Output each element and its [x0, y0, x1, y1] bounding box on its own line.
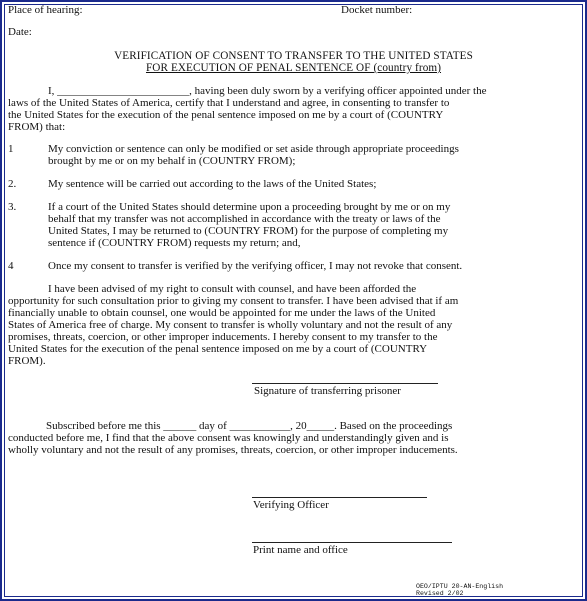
intro-line-4: FROM) that: — [8, 121, 66, 133]
prisoner-signature-line[interactable] — [252, 383, 438, 384]
docket-number-label: Docket number: — [341, 4, 413, 16]
form-number: OEO/IPTU 20-AN-English — [416, 583, 504, 590]
document-title-line1: VERIFICATION OF CONSENT TO TRANSFER TO THE UNITED STATES — [114, 50, 473, 62]
intro-line-3: the United States for the execution of the penal sentence imposed on me by a court of (COUNTRY — [8, 109, 444, 121]
item-4-number: 4 — [8, 260, 14, 272]
counsel-line-1: I have been advised of my right to consult with counsel, and have been afforded the — [48, 283, 417, 295]
item-3-line-2: behalf that my transfer was not accomplished in accordance with the treaty or laws of the — [48, 213, 441, 225]
item-3-line-1: If a court of the United States should determine upon a proceeding brought by me or on my — [48, 201, 451, 213]
counsel-line-7: FROM). — [8, 355, 46, 367]
prisoner-signature-label: Signature of transferring prisoner — [254, 385, 401, 397]
item-3-number: 3. — [8, 201, 17, 213]
item-2-line-1: My sentence will be carried out according to the laws of the United States; — [48, 178, 377, 190]
date-label: Date: — [8, 26, 32, 38]
document-title-line2: FOR EXECUTION OF PENAL SENTENCE OF (country from) — [145, 62, 442, 74]
counsel-line-6: United States for the execution of the penal sentence imposed on me by a court of (COUNTRY — [8, 343, 428, 355]
item-1-line-1: My conviction or sentence can only be modified or set aside through appropriate proceedings — [48, 143, 459, 155]
item-4-line-1: Once my consent to transfer is verified by the verifying officer, I may not revoke that consent. — [48, 260, 463, 272]
counsel-line-2: opportunity for such consultation prior to giving my consent to transfer. I have been advised that if am — [8, 295, 459, 307]
print-name-label: Print name and office — [253, 544, 348, 556]
print-name-line[interactable] — [252, 542, 452, 543]
counsel-line-4: States of America free of charge. My consent to transfer is wholly voluntary and not the result of any — [8, 319, 453, 331]
subscribed-line-1: Subscribed before me this ______ day of ___________, 20_____. Based on the proceedings — [46, 420, 453, 432]
counsel-line-5: promises, threats, coercion, or other improper inducements. I hereby consent to my transfer to the — [8, 331, 438, 343]
verifying-officer-label: Verifying Officer — [253, 499, 329, 511]
subscribed-line-3: wholly voluntary and not the result of any promises, threats, coercion, or other improper inducements. — [8, 444, 458, 456]
verifying-officer-signature-line[interactable] — [252, 497, 427, 498]
item-3-line-3: United States, I may be returned to (COUNTRY FROM) for the purpose of completing my — [48, 225, 449, 237]
item-1-line-2: brought by me or on my behalf in (COUNTRY FROM); — [48, 155, 296, 167]
place-of-hearing-label: Place of hearing: — [8, 4, 83, 16]
intro-line-2: laws of the United States of America, certify that I understand and agree, in consenting to transfer to — [8, 97, 450, 109]
item-1-number: 1 — [8, 143, 14, 155]
item-3-line-4: sentence if (COUNTRY FROM) requests my return; and, — [48, 237, 301, 249]
intro-line-1: I, ________________________, having been duly sworn by a verifying officer appointed under the — [48, 85, 487, 97]
form-revision: Revised 2/02 — [416, 590, 464, 597]
subscribed-line-2: conducted before me, I find that the above consent was knowingly and understandingly given and is — [8, 432, 449, 444]
item-2-number: 2. — [8, 178, 17, 190]
counsel-line-3: financially unable to obtain counsel, one would be appointed for me under the laws of the United — [8, 307, 436, 319]
